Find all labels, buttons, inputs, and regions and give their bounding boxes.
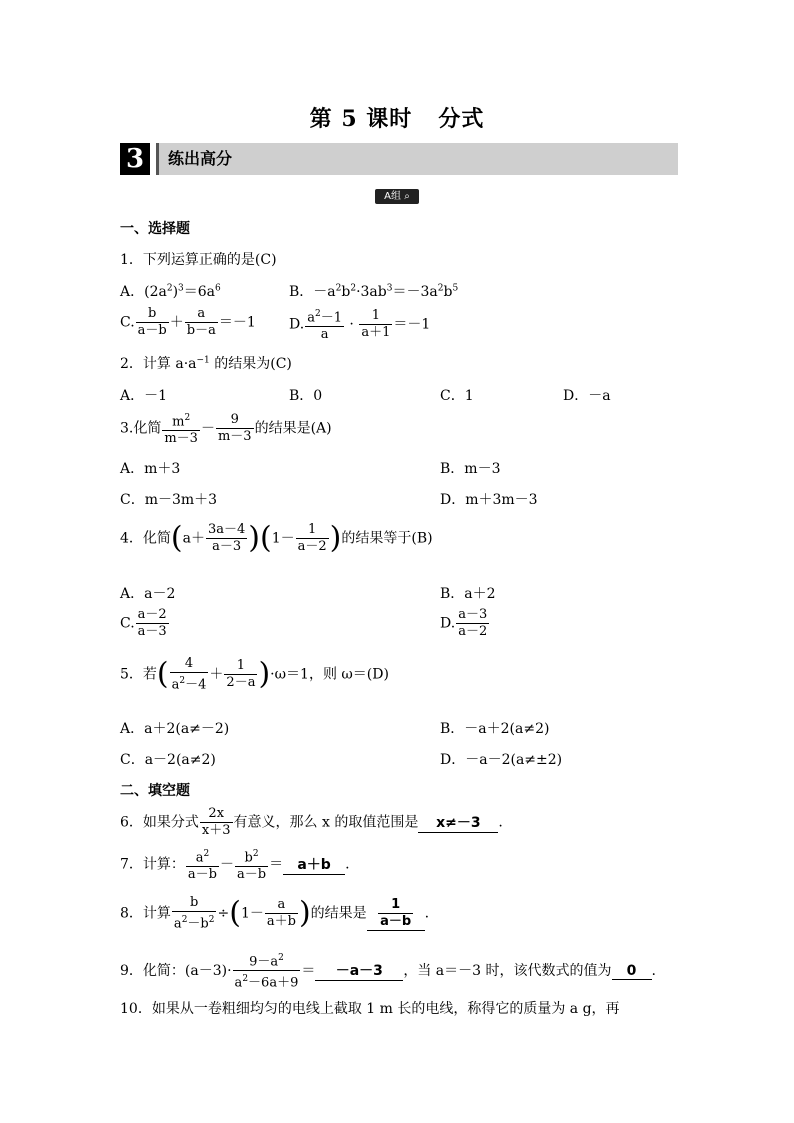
fraction: $\frac{3a-4}{a-3}$	[208, 522, 246, 554]
q3-option-c: C．m－3m＋3	[120, 492, 218, 508]
q6-stem: 6．如果分式 $\frac{2x}{x+3}$ 有意义，那么 x 的取值范围是 x≠－3 .	[120, 806, 503, 838]
fraction: $\frac{9}{m-3}$	[217, 412, 252, 445]
section-choice-heading: 一、选择题	[120, 221, 190, 237]
q3-stem: 3.化简 $\frac{m^2}{m-3}$ － $\frac{9}{m-3}$ 的结果是(A)	[120, 410, 332, 447]
q7-stem: 7．计算： $\frac{a^2}{a-b}$ － $\frac{b^2}{a-b}$ ＝ a＋b .	[120, 846, 350, 883]
lesson-label: 第 5 课时	[309, 106, 413, 132]
fraction: $\frac{a}{b-a}$	[186, 306, 216, 338]
q4-stem: 4．化简(a＋ $\frac{3a-4}{a-3}$ )(1－ $\frac{1}{a-2}$ )的结果等于(B)	[120, 520, 433, 556]
fraction: $\frac{2x}{x+3}$	[201, 806, 231, 838]
fraction: $\frac{b}{a^2-b^2}$	[173, 895, 215, 932]
badge-label: A组	[384, 191, 402, 202]
magnifier-icon: ⌕	[404, 191, 410, 202]
q7-answer: a＋b	[283, 854, 345, 875]
fraction: $\frac{9-a^2}{a^2-6a+9}$	[233, 950, 301, 992]
q2-option-d: D．－a	[563, 388, 611, 404]
banner-stripe-dark	[156, 143, 159, 175]
q3-option-d: D．m＋3m－3	[440, 492, 538, 508]
q9-answer-2: 0	[612, 963, 652, 980]
fraction: $\frac{a^2}{a-b}$	[186, 846, 219, 883]
q6-answer: x≠－3	[418, 812, 498, 833]
q1-c-label: C.	[120, 314, 135, 331]
q1-option-c: C. $\frac{b}{a-b}$ ＋ $\frac{a}{b-a}$ ＝－1	[120, 306, 256, 338]
q5-option-a: A．a＋2(a≠－2)	[120, 721, 230, 737]
q4-option-b: B．a＋2	[440, 586, 496, 602]
topic-label: 分式	[438, 106, 485, 132]
banner-text: 练出高分	[168, 149, 233, 168]
page-title	[0, 102, 794, 133]
q5-stem: 5．若( $\frac{4}{a^2-4}$ ＋ $\frac{1}{2-a}$ )·ω＝1，则 ω＝(D)	[120, 656, 389, 693]
q4-option-d: D. $\frac{a-3}{a-2}$	[440, 607, 488, 639]
q9-stem: 9．化简：(a－3)· $\frac{9-a^2}{a^2-6a+9}$ ＝ －a－3 ，当 a＝－3 时，该代数式的值为 0 .	[120, 950, 656, 992]
q10-stem: 10．如果从一卷粗细均匀的电线上截取 1 m 长的电线，称得它的质量为 a g，再	[120, 1001, 620, 1017]
fraction: $\frac{a-3}{a-2}$	[458, 607, 488, 639]
q2-stem: 2．计算 $a\cdot a^{-1}$ 的结果为(C)	[120, 355, 292, 372]
q5-option-b: B．－a＋2(a≠2)	[440, 721, 550, 737]
q1-option-b: B．$-a^2b^2\cdot 3ab^3=-3a^2b^5$	[289, 283, 459, 300]
q9-answer: －a－3	[315, 960, 403, 981]
fraction: $\frac{a}{a+b}$	[266, 897, 296, 930]
q5-option-d: D．－a－2(a≠±2)	[440, 752, 563, 768]
q2-option-a: A．－1	[120, 388, 168, 404]
fraction: $\frac{4}{a^2-4}$	[171, 656, 207, 693]
q5-option-c: C．a－2(a≠2)	[120, 752, 216, 768]
q4-option-a: A．a－2	[120, 586, 176, 602]
fraction: $\frac{1}{2-a}$	[226, 658, 256, 691]
fraction: $\frac{a^2-1}{a}$	[305, 306, 344, 343]
fraction: $\frac{1}{a-2}$	[297, 522, 327, 554]
q1-stem: 1．下列运算正确的是(C)	[120, 252, 277, 268]
fraction: $\frac{b}{a-b}$	[137, 306, 167, 338]
banner-number: 3	[120, 143, 150, 175]
section-banner	[120, 143, 678, 175]
q3-option-a: A．m＋3	[120, 461, 181, 477]
q1-option-d: D. $\frac{a^2-1}{a}$ · $\frac{1}{a+1}$ ＝－1	[289, 306, 430, 343]
fraction: $\frac{m^2}{m-3}$	[162, 410, 200, 447]
fraction: $\frac{a-2}{a-3}$	[137, 607, 167, 639]
group-badge	[375, 189, 419, 204]
fraction: $\frac{1}{a+1}$	[361, 308, 391, 341]
q2-option-b: B．0	[289, 388, 323, 404]
q8-stem: 8．计算 $\frac{b}{a^2-b^2}$ ÷(1－ $\frac{a}{a+b}$ )的结果是 $\frac{1}{a-b}$ .	[120, 895, 430, 932]
section-fill-heading: 二、填空题	[120, 783, 190, 799]
fraction: $\frac{b^2}{a-b}$	[235, 846, 268, 883]
q2-option-c: C．1	[440, 388, 474, 404]
q8-answer: $\frac{1}{a-b}$	[367, 897, 425, 931]
q4-option-c: C. $\frac{a-2}{a-3}$	[120, 607, 167, 639]
q3-option-b: B．m－3	[440, 461, 501, 477]
q1-option-a: A．$(2a^2)^3=6a^6$	[120, 283, 221, 300]
